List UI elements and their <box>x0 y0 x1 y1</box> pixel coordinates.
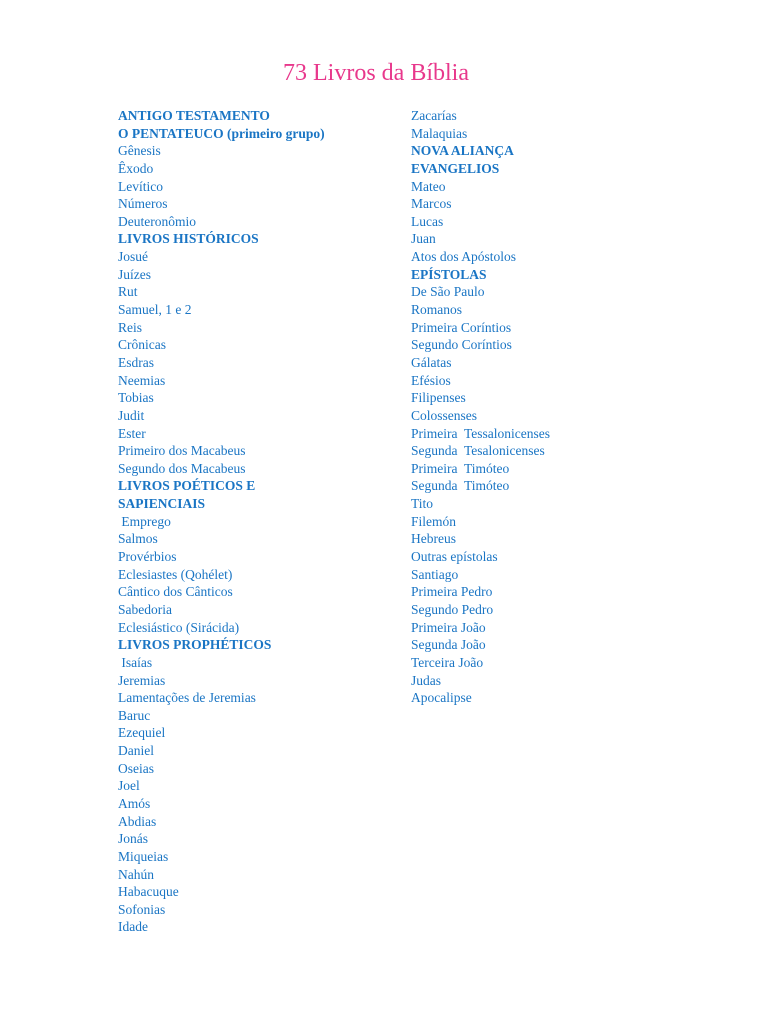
book-name: Oseias <box>118 760 154 776</box>
page-title: 73 Livros da Bíblia <box>283 60 469 86</box>
book-name: Juízes <box>118 266 151 282</box>
book-name: Filipenses <box>411 390 466 406</box>
section-heading: LIVROS HISTÓRICOS <box>118 231 259 247</box>
book-name: Segundo dos Macabeus <box>118 460 246 476</box>
book-name: Deuteronômio <box>118 213 196 229</box>
book-name: Sofonias <box>118 901 166 917</box>
book-name: Eclesiástico (Sirácida) <box>118 619 240 635</box>
book-name: Êxodo <box>118 160 154 176</box>
book-name: Segundo Pedro <box>411 601 494 617</box>
book-name: Baruc <box>118 707 151 723</box>
book-name: Emprego <box>118 513 171 529</box>
book-name: Esdras <box>118 354 154 370</box>
book-name: Zacarías <box>411 108 457 123</box>
book-name: Primeira Pedro <box>411 584 493 600</box>
book-name: Primeira João <box>411 619 486 635</box>
book-name: Terceira João <box>411 654 484 670</box>
book-name: Jeremias <box>118 672 166 688</box>
book-name: Romanos <box>411 302 463 318</box>
book-name: Jonás <box>118 831 148 847</box>
book-name: Habacuque <box>118 884 179 900</box>
book-name: Crônicas <box>118 337 166 353</box>
book-name: Abdias <box>118 813 157 829</box>
book-name: Sabedoria <box>118 601 172 617</box>
book-name: Colossenses <box>411 407 478 423</box>
book-name: Primeiro dos Macabeus <box>118 443 246 459</box>
book-name: Salmos <box>118 531 158 547</box>
book-name: Joel <box>118 778 140 794</box>
book-name: Juan <box>411 231 436 247</box>
left-column-list <box>118 107 325 936</box>
section-heading: LIVROS POÉTICOS E <box>118 478 256 494</box>
book-name: Malaquias <box>411 125 468 141</box>
book-name: Lamentações de Jeremias <box>118 690 256 706</box>
book-name: Primeira Timóteo <box>411 460 510 476</box>
book-name: Ester <box>118 425 146 441</box>
section-heading: O PENTATEUCO (primeiro grupo) <box>118 125 325 141</box>
book-name: Tobias <box>118 390 154 406</box>
book-name: Daniel <box>118 743 154 759</box>
book-name: De São Paulo <box>411 284 485 300</box>
book-name: Rut <box>118 284 138 300</box>
book-name: Eclesiastes (Qohélet) <box>118 566 233 582</box>
book-name: Nahún <box>118 866 154 882</box>
section-heading: ANTIGO TESTAMENTO <box>118 108 270 123</box>
book-name: Neemias <box>118 372 166 388</box>
book-name: Samuel, 1 e 2 <box>118 302 192 318</box>
book-name: Apocalipse <box>411 690 472 706</box>
book-name: Segunda João <box>411 637 486 653</box>
book-name: Judit <box>118 407 145 423</box>
book-name: Reis <box>118 319 143 335</box>
right-column-list <box>411 107 550 707</box>
book-name: Josué <box>118 249 148 265</box>
book-name: Primeira Tessalonicenses <box>411 425 551 441</box>
book-name: Primeira Coríntios <box>411 319 512 335</box>
section-heading: EVANGELIOS <box>411 160 500 176</box>
book-name: Outras epístolas <box>411 549 498 565</box>
book-name: Gênesis <box>118 143 161 159</box>
book-name: Isaías <box>118 654 153 670</box>
book-name: Efésios <box>411 372 451 388</box>
book-name: Hebreus <box>411 531 456 547</box>
book-name: Lucas <box>411 213 444 229</box>
book-name: Mateo <box>411 178 446 194</box>
book-name: Santiago <box>411 566 459 582</box>
book-name: Provérbios <box>118 549 177 565</box>
book-name: Números <box>118 196 168 212</box>
book-name: Judas <box>411 672 441 688</box>
book-name: Idade <box>118 919 148 935</box>
section-heading: NOVA ALIANÇA <box>411 143 514 159</box>
book-name: Filemón <box>411 513 457 529</box>
section-heading: LIVROS PROPHÉTICOS <box>118 637 272 653</box>
section-heading: EPÍSTOLAS <box>411 266 487 282</box>
book-name: Amós <box>118 795 151 811</box>
book-name: Levítico <box>118 178 163 194</box>
book-name: Ezequiel <box>118 725 166 741</box>
book-name: Segunda Tesalonicenses <box>411 443 545 459</box>
book-name: Gálatas <box>411 354 452 370</box>
book-name: Tito <box>411 496 434 512</box>
book-name: Atos dos Apóstolos <box>411 249 517 265</box>
book-name: Marcos <box>411 196 452 212</box>
section-heading: SAPIENCIAIS <box>118 496 206 512</box>
book-name: Miqueias <box>118 848 169 864</box>
book-name: Cântico dos Cânticos <box>118 584 233 600</box>
book-name: Segundo Coríntios <box>411 337 512 353</box>
book-name: Segunda Timóteo <box>411 478 510 494</box>
